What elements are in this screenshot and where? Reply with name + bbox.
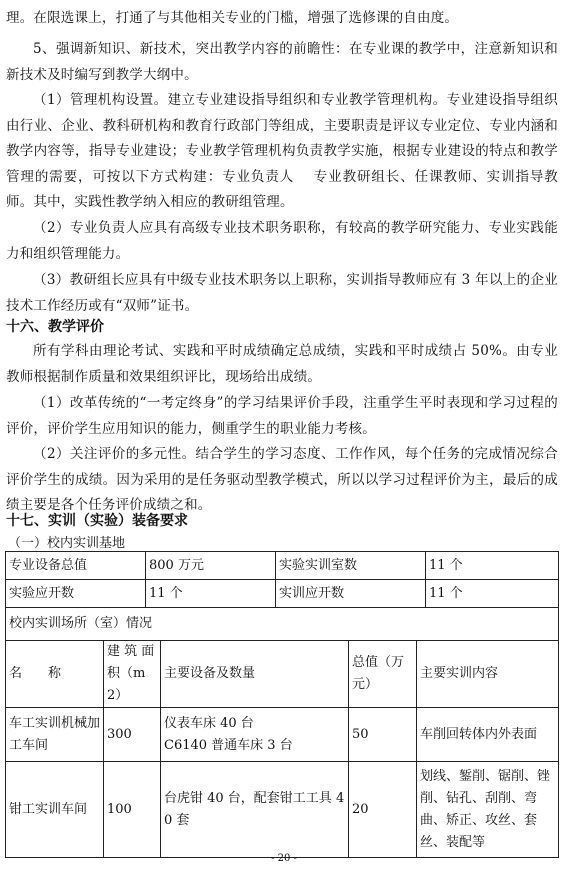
column-header-content: 主要实训内容 [417,641,559,708]
facility-equipment: 台虎钳 40 台，配套钳工工具 40 套 [161,762,349,858]
section-heading-17: 十七、实训（实验）装备要求 [6,513,188,529]
equipment-line: 仪表车床 40 台 [164,715,254,731]
paragraph-evaluation-overview: 所有学科由理论考试、实践和平时成绩确定总成绩，实践和平时成绩占 50%。由专业教师根据制作质量和效果组织评比，现场给出成绩。 [6,343,558,385]
paragraph-evaluation-diversity: （2）关注评价的多元性。结合学生的学习态度、工作作风，每个任务的完成情况综合评价学生的成绩。因为采用的是任务驱动型教学模式，所以以学习过程评价为主，最后的成绩主要是各个任务评价成绩之和。 [6,446,558,513]
facility-area: 100 [104,762,161,858]
table-header-row [6,641,559,708]
table-cell: 800 万元 [146,552,276,580]
facility-content: 划线、錾削、锯削、锉削、钻孔、刮削、弯曲、矫正、攻丝、套丝、装配等 [417,762,559,858]
table-row [6,762,559,858]
equipment-line: C6140 普通车床 3 台 [164,737,293,753]
facility-equipment [161,708,349,762]
table-cell: 专业设备总值 [6,552,146,580]
table-row [6,708,559,762]
facility-name: 车工实训机械加工车间 [6,708,104,762]
paragraph-professional-leader: （2）专业负责人应具有高级专业技术职务职称，有较高的教学研究能力、专业实践能力和组织管理能力。 [6,220,558,262]
table-row [6,552,559,580]
table-row [6,580,559,608]
paragraph-management-structure: （1）管理机构设置。建立专业建设指导组织和专业教学管理机构。专业建设指导组织由行业、企业、教科研机构和教育行政部门等组成，主要职责是评议专业定位、专业内涵和教学内容等，指导专业建设；专业教学管理机构负责教学实施，根据专业建设的特点和教学管理的需要，可按以下方式构建：专业负责人 专业教研组长、任课教师、实训指导教师。其中，实践性教学纳入相应的教研组管理。 [6,92,558,210]
column-header-equipment: 主要设备及数量 [161,641,349,708]
paragraph-research-group-leader: （3）教研组长应具有中级专业技术职务以上职称，实训指导教师应有 3 年以上的企业技术工作经历或有“双师”证书。 [6,272,558,314]
table-cell: 实验实训室数 [276,552,426,580]
table-cell: 11 个 [426,552,559,580]
column-header-name: 名 称 [6,641,104,708]
table-cell: 11 个 [426,580,559,608]
table-caption-row [6,608,559,641]
table-cell: 11 个 [146,580,276,608]
table-cell: 实训应开数 [276,580,426,608]
subsection-heading: （一）校内实训基地 [8,536,126,551]
table-cell: 实验应开数 [6,580,146,608]
facility-total: 20 [349,762,417,858]
facility-total: 50 [349,708,417,762]
facility-name: 钳工实训车间 [6,762,104,858]
section-heading-16: 十六、教学评价 [6,319,104,335]
column-header-total: 总值（万元） [349,641,417,708]
page-number: - 20 - [271,853,297,864]
paragraph-new-knowledge: 5、强调新知识、新技术，突出教学内容的前瞻性：在专业课的教学中，注意新知识和新技术及时编写到教学大纲中。 [6,41,558,83]
column-header-area: 建 筑 面积（m2） [104,641,161,708]
summary-table [5,551,559,608]
paragraph-evaluation-reform: （1）改革传统的“一考定终身”的学习结果评价手段，注重学生平时表现和学习过程的评价，评价学生应用知识的能力，侧重学生的职业能力考核。 [6,395,558,437]
paragraph-elective-courses: 理。在限选课上，打通了与其他相关专业的门槛，增强了选修课的自由度。 [6,10,459,26]
facilities-caption: 校内实训场所（室）情况 [6,608,559,641]
facility-content: 车削回转体内外表面 [417,708,559,762]
facility-area: 300 [104,708,161,762]
facilities-table [5,607,559,858]
